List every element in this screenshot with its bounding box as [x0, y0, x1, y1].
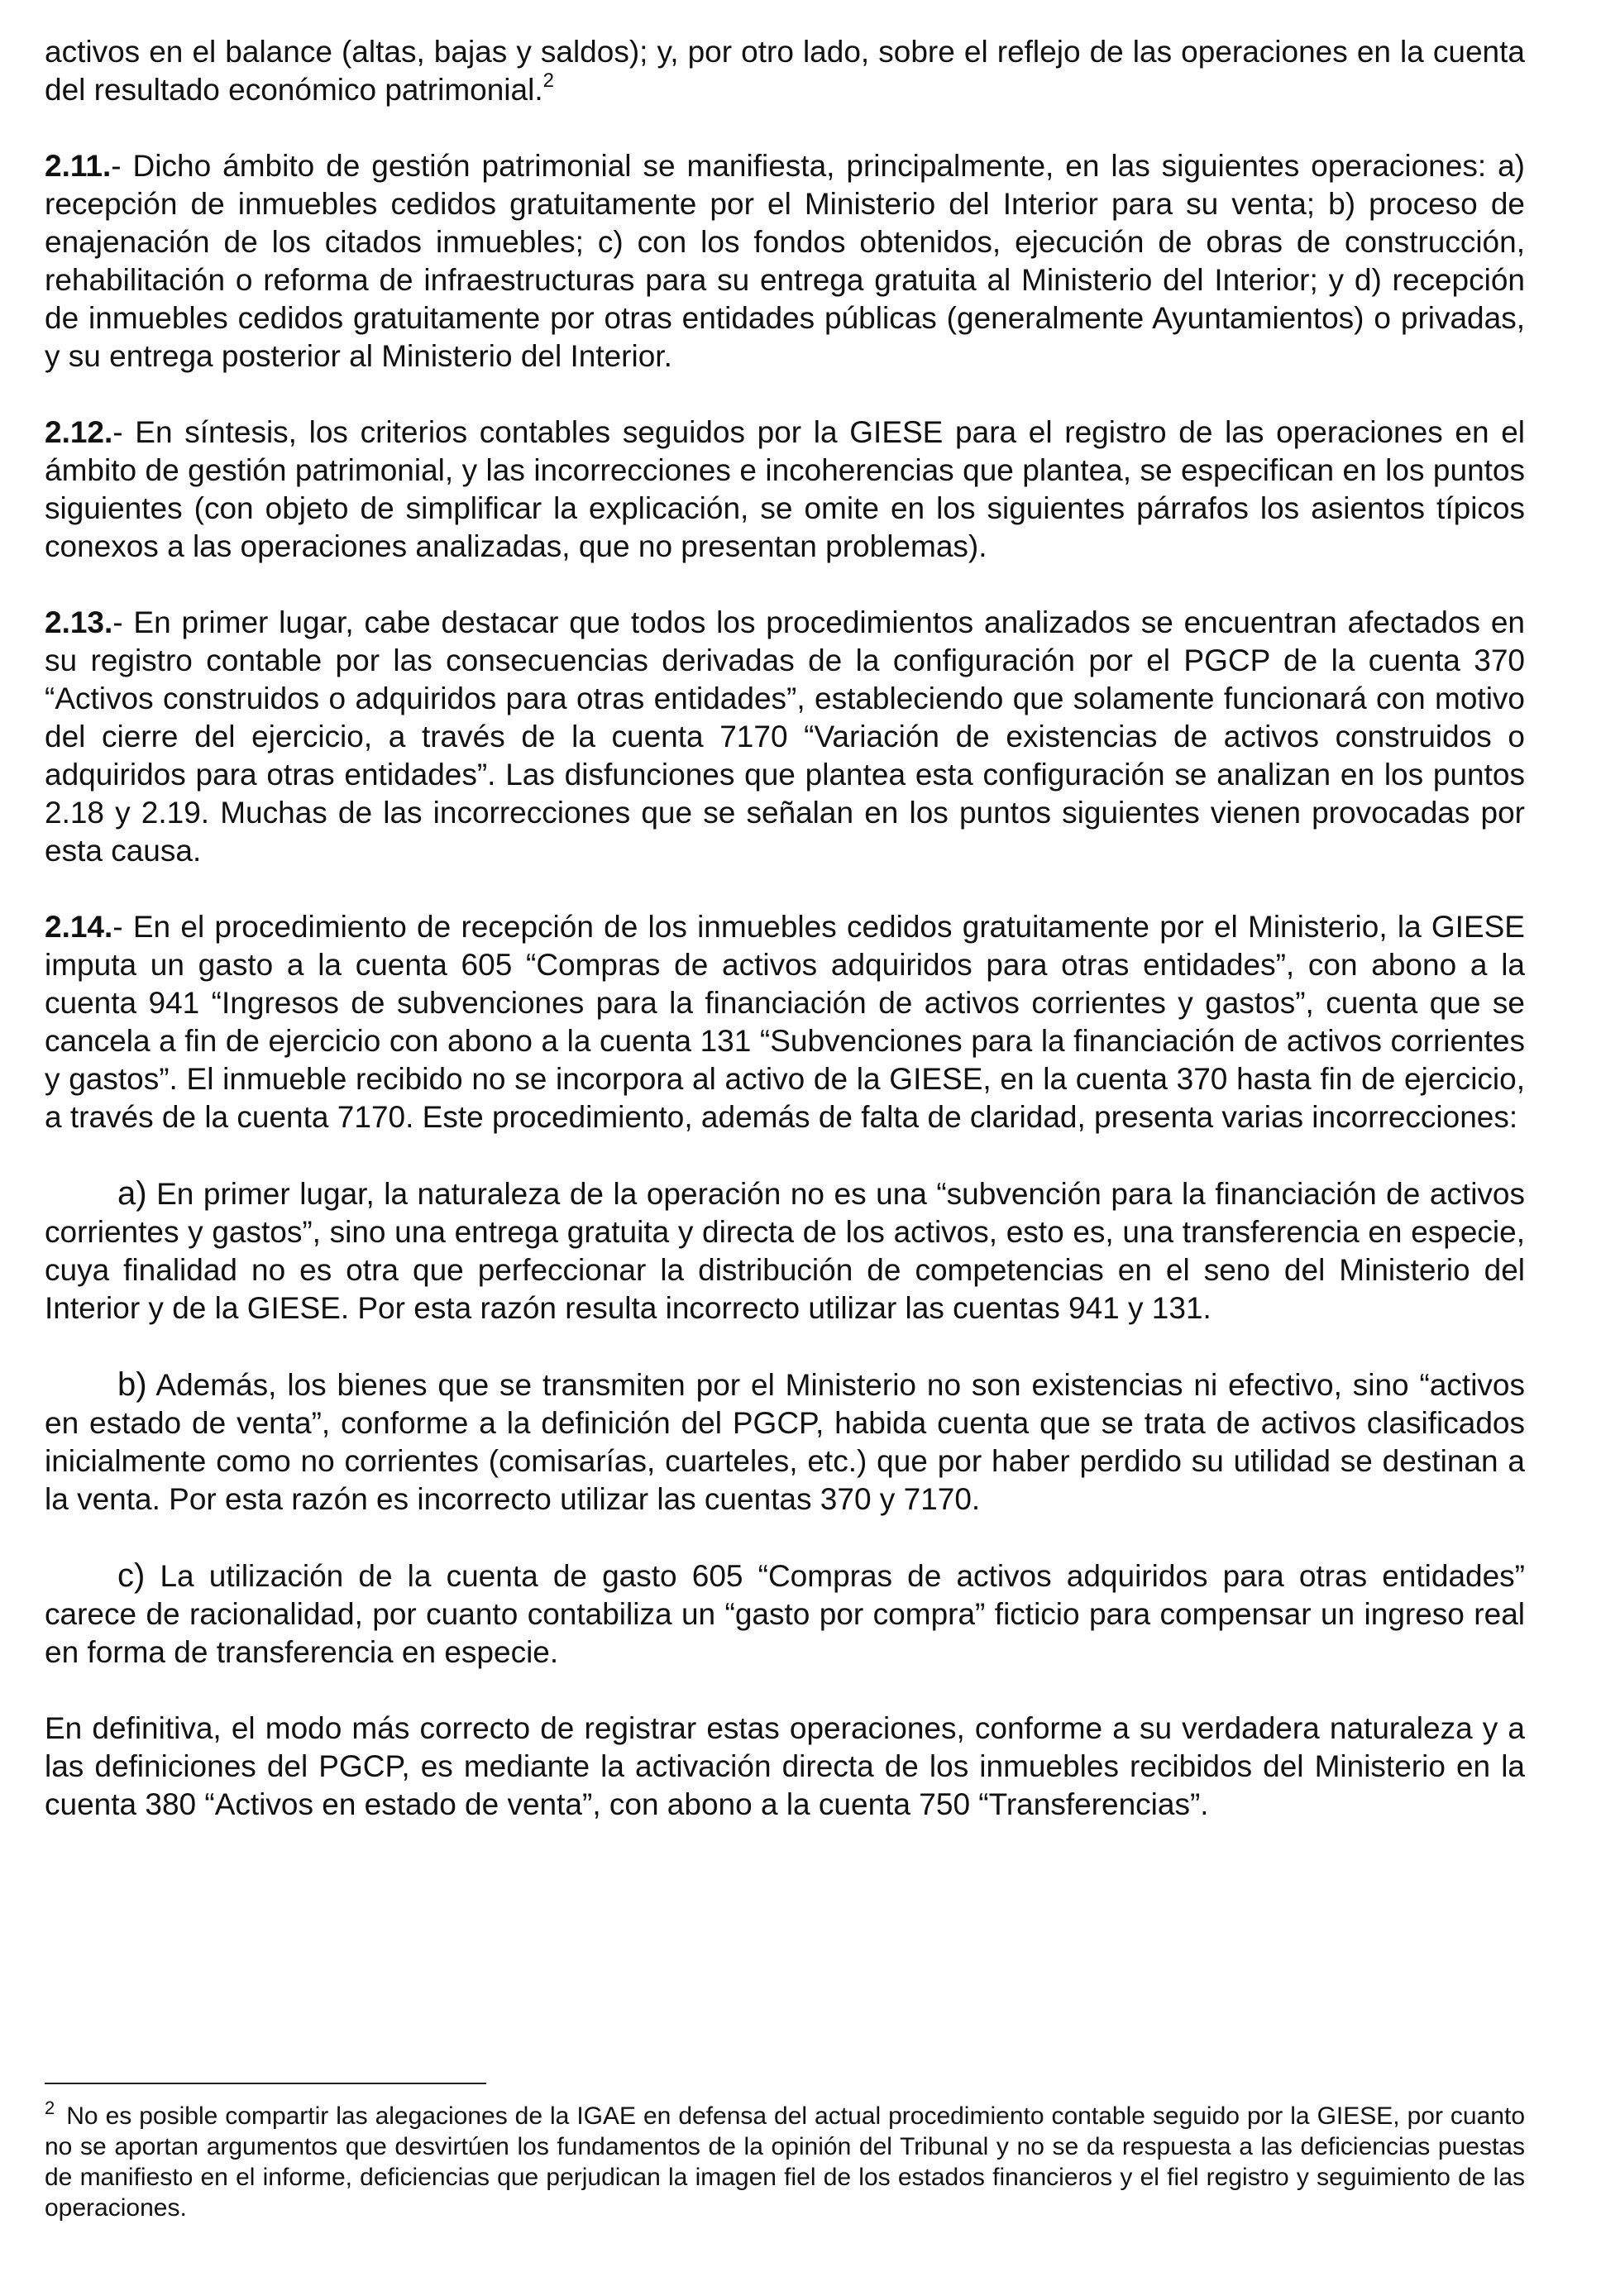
list-item-text: En primer lugar, la naturaleza de la operación no es una “subvención para la financiación de activos corrientes y gastos”, sino una entrega gratuita y directa de los activos, esto es, una transferencia en especie, cuya finalidad no es otra que perfeccionar la distribución de competencias en el seno del Ministerio del Interior y de la GIESE. Por esta razón resulta incorrecto utilizar las cuentas 941 y 131. — [45, 1177, 1525, 1325]
paragraph-2-12 — [45, 414, 1525, 566]
paragraph-number: 2.11. — [45, 149, 112, 183]
footnote — [45, 2097, 1525, 2223]
paragraph-number: 2.14. — [45, 910, 113, 944]
footnote-mark: 2 — [45, 2097, 55, 2118]
paragraph-2-13 — [45, 604, 1525, 870]
paragraph-text: - En primer lugar, cabe destacar que todos los procedimientos analizados se encuentran afectados en su registro contable por las consecuencias derivadas de la configuración por el PGCP de la cuenta 370 “Activos construidos o adquiridos para otras entidades”, estableciendo que solamente funcionará con motivo del cierre del ejercicio, a través de la cuenta 7170 “Variación de existencias de activos construidos o adquiridos para otras entidades”. Las disfunciones que plantea esta configuración se analizan en los puntos 2.18 y 2.19. Muchas de las incorrecciones que se señalan en los puntos siguientes vienen provocadas por esta causa. — [45, 605, 1525, 868]
list-item-letter: a) — [117, 1175, 147, 1212]
paragraph-text: - En síntesis, los criterios contables seguidos por la GIESE para el registro de las operaciones en el ámbito de gestión patrimonial, y las incorrecciones e incoherencias que plantea, se especifican en los puntos siguientes (con objeto de simplificar la explicación, se omite en los siguientes párrafos los asientos típicos conexos a las operaciones analizadas, que no presentan problemas). — [45, 415, 1525, 563]
paragraph-2-14 — [45, 908, 1525, 1136]
paragraph-conclusion — [45, 1710, 1525, 1824]
paragraph-number: 2.12. — [45, 415, 113, 449]
paragraph-intro-text: activos en el balance (altas, bajas y saldos); y, por otro lado, sobre el reflejo de las operaciones en la cuenta del resultado económico patrimonial. — [45, 35, 1525, 107]
paragraph-text: En definitiva, el modo más correcto de registrar estas operaciones, conforme a su verdadera naturaleza y a las definiciones del PGCP, es mediante la activación directa de los inmuebles recibidos del Ministerio en la cuenta 380 “Activos en estado de venta”, con abono a la cuenta 750 “Transferencias”. — [45, 1711, 1525, 1821]
list-item-text: La utilización de la cuenta de gasto 605 “Compras de activos adquiridos para otras entidades” carece de racionalidad, por cuanto contabiliza un “gasto por compra” ficticio para compensar un ingreso real en forma de transferencia en especie. — [45, 1559, 1525, 1669]
paragraph-2-11 — [45, 147, 1525, 375]
paragraph-number: 2.13. — [45, 605, 113, 639]
list-item-c — [45, 1557, 1525, 1672]
paragraph-text: - Dicho ámbito de gestión patrimonial se manifiesta, principalmente, en las siguientes operaciones: a) recepción de inmuebles cedidos gratuitamente por el Ministerio del Interior para su venta; b) proceso de enajenación de los citados inmuebles; c) con los fondos obtenidos, ejecución de obras de construcción, rehabilitación o reforma de infraestructuras para su entrega gratuita al Ministerio del Interior; y d) recepción de inmuebles cedidos gratuitamente por otras entidades públicas (generalmente Ayuntamientos) o privadas, y su entrega posterior al Ministerio del Interior. — [45, 149, 1525, 373]
list-item-letter: b) — [117, 1366, 147, 1403]
footnote-divider — [45, 2083, 486, 2084]
list-item-text: Además, los bienes que se transmiten por el Ministerio no son existencias ni efectivo, sino “activos en estado de venta”, conforme a la definición del PGCP, habida cuenta que se trata de activos clasificados inicialmente como no corrientes (comisarías, cuarteles, etc.) que por haber perdido su utilidad se destinan a la venta. Por esta razón es incorrecto utilizar las cuentas 370 y 7170. — [45, 1368, 1525, 1516]
paragraph-text: - En el procedimiento de recepción de los inmuebles cedidos gratuitamente por el Ministerio, la GIESE imputa un gasto a la cuenta 605 “Compras de activos adquiridos para otras entidades”, con abono a la cuenta 941 “Ingresos de subvenciones para la financiación de activos corrientes y gastos”, cuenta que se cancela a fin de ejercicio con abono a la cuenta 131 “Subvenciones para la financiación de activos corrientes y gastos”. El inmueble recibido no se incorpora al activo de la GIESE, en la cuenta 370 hasta fin de ejercicio, a través de la cuenta 7170. Este procedimiento, además de falta de claridad, presenta varias incorrecciones: — [45, 910, 1525, 1134]
document-body — [45, 33, 1525, 1862]
list-item-letter: c) — [117, 1557, 146, 1594]
footnote-reference[interactable]: 2 — [542, 69, 554, 92]
paragraph-intro — [45, 33, 1525, 109]
list-item-a — [45, 1174, 1525, 1327]
list-item-b — [45, 1366, 1525, 1519]
footnote-text: No es posible compartir las alegaciones de la IGAE en defensa del actual procedimiento contable seguido por la GIESE, por cuanto no se aportan argumentos que desvirtúen los fundamentos de la opinión del Tribunal y no se da respuesta a las deficiencias puestas de manifiesto en el informe, deficiencias que perjudican la imagen fiel de los estados financieros y el fiel registro y seguimiento de las operaciones. — [45, 2102, 1525, 2222]
